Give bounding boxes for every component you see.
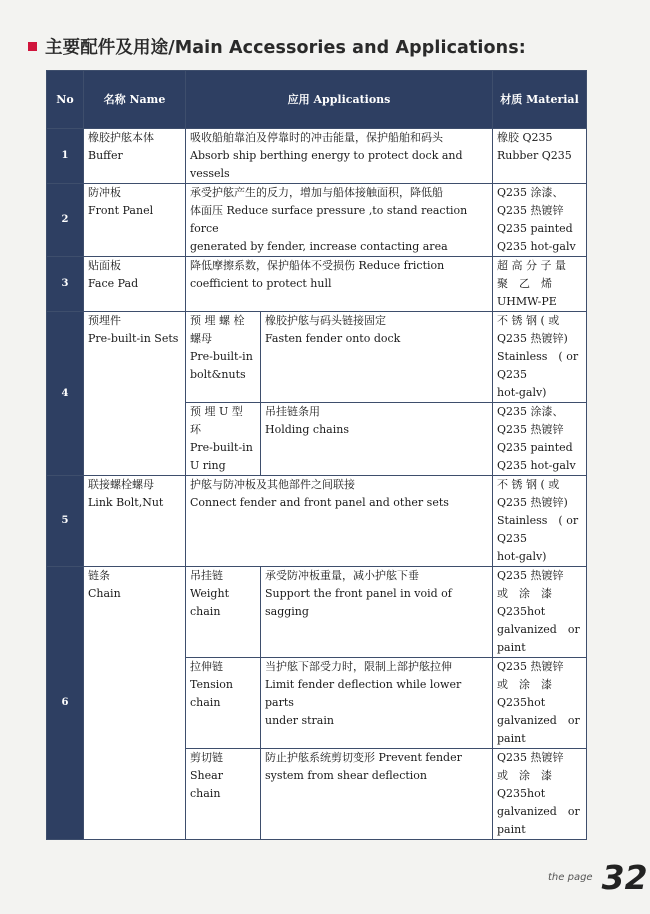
row-name: 链条 Chain: [84, 567, 186, 840]
sub-item-name: 吊挂链 Weight chain: [186, 567, 261, 658]
section-heading: [28, 34, 526, 59]
row-material: 不 锈 钢 ( 或 Q235 热镀锌) Stainless ( or Q235 hot-galv): [493, 476, 587, 567]
table-header-row: [47, 71, 587, 129]
sub-item-name: 拉伸链 Tension chain: [186, 658, 261, 749]
row-number: 4: [47, 312, 84, 476]
red-square-bullet-icon: [28, 42, 37, 51]
table-row: [47, 257, 587, 312]
sub-item-applications: 防止护舷系统剪切变形 Prevent fender system from shear deflection: [261, 749, 493, 840]
row-name: 预埋件 Pre-built-in Sets: [84, 312, 186, 476]
header-applications: 应用 Applications: [186, 71, 493, 129]
header-name: 名称 Name: [84, 71, 186, 129]
section-heading-text: 主要配件及用途/Main Accessories and Applications:: [45, 38, 526, 58]
row-number: 1: [47, 129, 84, 184]
sub-item-name: 剪切链 Shear chain: [186, 749, 261, 840]
page-footer: [548, 858, 648, 897]
table-row: [47, 567, 587, 658]
sub-item-material: Q235 热镀锌 或 涂 漆 Q235hot galvanized or paint: [493, 658, 587, 749]
page-number: 32: [601, 858, 648, 897]
table-row: [47, 312, 587, 403]
sub-item-applications: 吊挂链条用 Holding chains: [261, 403, 493, 476]
table-row: [47, 184, 587, 257]
sub-item-applications: 承受防冲板重量，减小护舷下垂 Support the front panel in void of sagging: [261, 567, 493, 658]
row-applications: 降低摩擦系数，保护船体不受损伤 Reduce friction coefficient to protect hull: [186, 257, 493, 312]
sub-item-material: Q235 涂漆、 Q235 热镀锌 Q235 painted Q235 hot-galv: [493, 403, 587, 476]
sub-item-material: 不 锈 钢 ( 或 Q235 热镀锌) Stainless ( or Q235 hot-galv): [493, 312, 587, 403]
header-material: 材质 Material: [493, 71, 587, 129]
row-applications: 吸收船舶靠泊及停靠时的冲击能量，保护船舶和码头 Absorb ship berthing energy to protect dock and vessels: [186, 129, 493, 184]
sub-item-material: Q235 热镀锌 或 涂 漆 Q235hot galvanized or paint: [493, 749, 587, 840]
row-number: 2: [47, 184, 84, 257]
row-material: 超 高 分 子 量 聚 乙 烯 UHMW-PE: [493, 257, 587, 312]
table-row: [47, 129, 587, 184]
sub-item-name: 预 埋 螺 栓 螺母 Pre-built-in bolt&nuts: [186, 312, 261, 403]
row-name: 联接螺栓螺母 Link Bolt,Nut: [84, 476, 186, 567]
row-name: 贴面板 Face Pad: [84, 257, 186, 312]
row-name: 橡胶护舷本体 Buffer: [84, 129, 186, 184]
row-applications: 护舷与防冲板及其他部件之间联接 Connect fender and front panel and other sets: [186, 476, 493, 567]
sub-item-applications: 当护舷下部受力时，限制上部护舷拉伸 Limit fender deflection while lower parts under strain: [261, 658, 493, 749]
row-number: 3: [47, 257, 84, 312]
sub-item-name: 预 埋 U 型 环 Pre-built-in U ring: [186, 403, 261, 476]
accessories-table: [46, 70, 587, 840]
row-applications: 承受护舷产生的反力，增加与船体接触面积，降低船 体面压 Reduce surface pressure ,to stand reaction force generated by fender, increase contacting area: [186, 184, 493, 257]
row-number: 6: [47, 567, 84, 840]
row-material: Q235 涂漆、 Q235 热镀锌 Q235 painted Q235 hot-galv: [493, 184, 587, 257]
sub-item-material: Q235 热镀锌 或 涂 漆 Q235hot galvanized or paint: [493, 567, 587, 658]
sub-item-applications: 橡胶护舷与码头链接固定 Fasten fender onto dock: [261, 312, 493, 403]
header-no: No: [47, 71, 84, 129]
row-number: 5: [47, 476, 84, 567]
row-name: 防冲板 Front Panel: [84, 184, 186, 257]
page-label: the page: [548, 872, 593, 883]
row-material: 橡胶 Q235 Rubber Q235: [493, 129, 587, 184]
table-row: [47, 476, 587, 567]
